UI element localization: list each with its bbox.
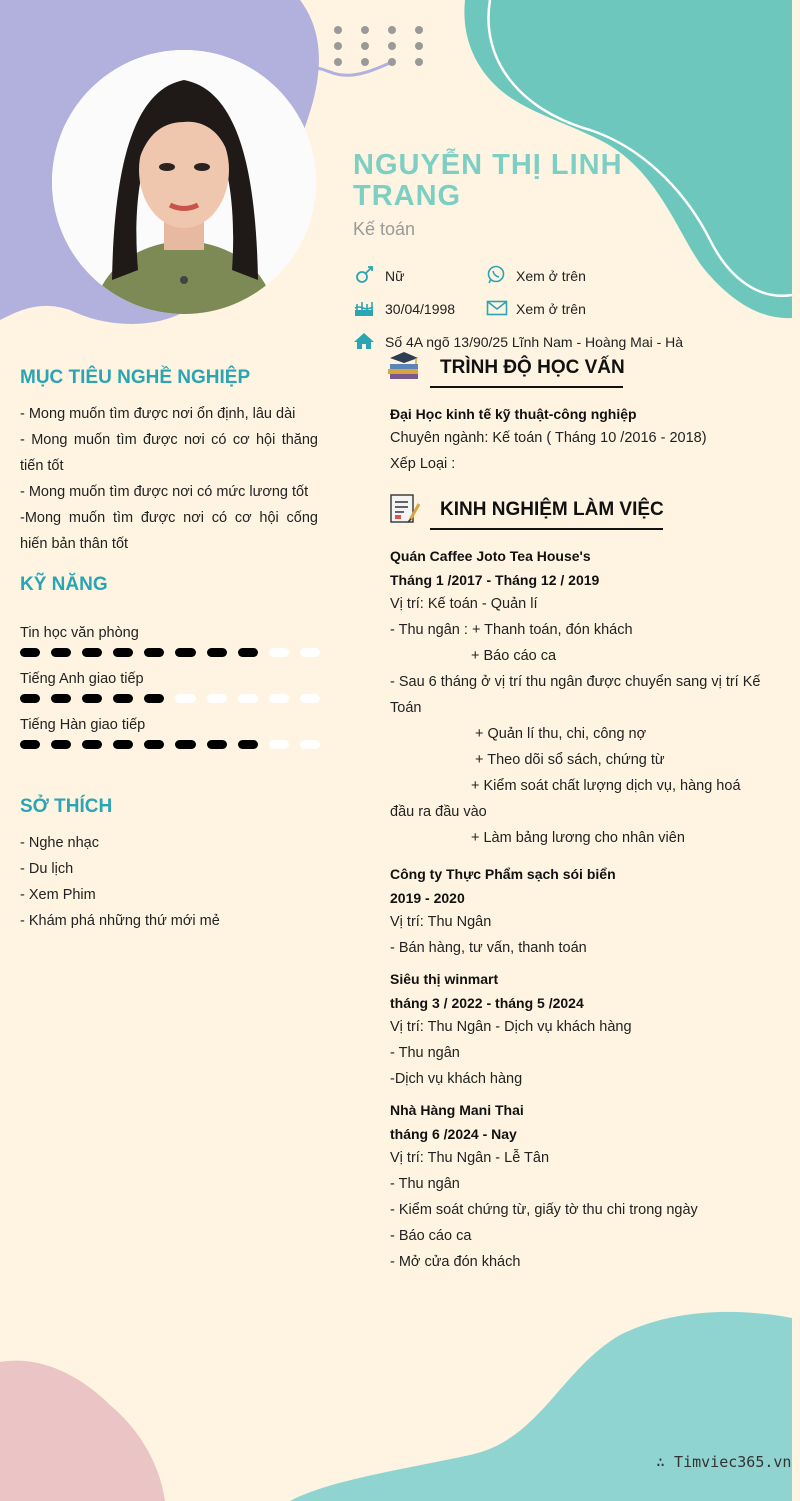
skill-segment — [300, 694, 320, 703]
skill-name: Tin học văn phòng — [20, 625, 139, 641]
skill-segment — [51, 648, 71, 657]
objective-line: - Mong muốn tìm được nơi có cơ hội thăng tiến tốt — [20, 432, 318, 474]
hobbies-list — [20, 830, 318, 934]
hobby-item: - Xem Phim — [20, 887, 96, 903]
skill-segment — [175, 740, 195, 749]
experience-underline — [430, 528, 663, 530]
skill-segment — [82, 694, 102, 703]
education-title: TRÌNH ĐỘ HỌC VẤN — [440, 357, 625, 378]
job-detail: Vị trí: Thu Ngân - Lễ Tân — [390, 1150, 550, 1166]
skill-segment — [144, 694, 164, 703]
skill-segment — [300, 740, 320, 749]
books-graduation-icon — [386, 350, 422, 387]
job-detail: - Thu ngân — [390, 1176, 460, 1192]
job-detail: - Thu ngân : + Thanh toán, đón khách — [390, 622, 633, 638]
skill-segment — [144, 740, 164, 749]
school-name: Đại Học kinh tế kỹ thuật-công nghiệp — [390, 406, 637, 422]
objective-line: -Mong muốn tìm được nơi có cơ hội cống hiến bản thân tốt — [20, 510, 318, 552]
job-detail: Vị trí: Thu Ngân - Dịch vụ khách hàng — [390, 1019, 632, 1035]
pink-blob — [0, 1361, 165, 1501]
company-name: Siêu thị winmart — [390, 971, 499, 987]
skill-segment — [238, 694, 258, 703]
skill-segment — [144, 648, 164, 657]
education-rank: Xếp Loại : — [390, 456, 456, 472]
job-detail: + Kiểm soát chất lượng dịch vụ, hàng hoá — [471, 778, 741, 794]
job-period: Tháng 1 /2017 - Tháng 12 / 2019 — [390, 572, 600, 588]
company-name: Nhà Hàng Mani Thai — [390, 1102, 524, 1118]
job-detail: - Báo cáo ca — [390, 1228, 472, 1244]
skill-segment — [51, 694, 71, 703]
job-detail: đầu ra đầu vào — [390, 804, 487, 820]
job-detail: Toán — [390, 700, 422, 716]
hobby-item: - Khám phá những thứ mới mẻ — [20, 913, 220, 929]
skill-name: Tiếng Anh giao tiếp — [20, 671, 144, 687]
skill-segment — [238, 648, 258, 657]
job-period: tháng 3 / 2022 - tháng 5 /2024 — [390, 995, 584, 1011]
skill-segment — [113, 694, 133, 703]
skill-segment — [82, 740, 102, 749]
avatar — [52, 50, 316, 314]
mail-icon — [486, 298, 508, 318]
cake-icon — [353, 298, 375, 318]
skill-segment — [175, 648, 195, 657]
job-detail: Vị trí: Thu Ngân — [390, 914, 492, 930]
teal-bottom-blob — [290, 1312, 792, 1501]
skill-bar — [20, 740, 320, 750]
hobbies-title: SỞ THÍCH — [20, 796, 113, 817]
full-name: NGUYỄN THỊ LINH TRANG — [353, 149, 623, 212]
company-name: Công ty Thực Phẩm sạch sói biển — [390, 866, 616, 882]
objective-list — [20, 401, 318, 557]
skill-segment — [20, 740, 40, 749]
document-clipboard-icon — [388, 492, 422, 529]
skill-segment — [207, 648, 227, 657]
skill-segment — [269, 740, 289, 749]
objective-line: - Mong muốn tìm được nơi có mức lương tốt — [20, 484, 309, 500]
job-detail: + Quản lí thu, chi, công nợ — [475, 726, 647, 742]
skill-segment — [238, 740, 258, 749]
home-icon — [353, 331, 375, 351]
skill-segment — [113, 648, 133, 657]
objective-title: MỤC TIÊU NGHỀ NGHIỆP — [20, 367, 251, 388]
job-detail: Vị trí: Kế toán - Quản lí — [390, 596, 538, 612]
job-detail: - Kiểm soát chứng từ, giấy tờ thu chi trong ngày — [390, 1202, 698, 1218]
skill-segment — [175, 694, 195, 703]
hobby-item: - Nghe nhạc — [20, 835, 99, 851]
dot-grid — [334, 26, 423, 66]
whatsapp-icon — [486, 265, 508, 285]
phone-text: Xem ở trên — [516, 268, 586, 284]
gender-icon — [354, 265, 376, 285]
skill-segment — [207, 740, 227, 749]
job-detail: + Báo cáo ca — [471, 648, 557, 664]
objective-line: - Mong muốn tìm được nơi ổn định, lâu dài — [20, 406, 296, 422]
skills-title: KỸ NĂNG — [20, 574, 108, 595]
job-detail: - Bán hàng, tư vấn, thanh toán — [390, 940, 587, 956]
skill-segment — [113, 740, 133, 749]
watermark: ∴ Timviec365.vn — [656, 1453, 792, 1471]
job-title: Kế toán — [353, 219, 416, 239]
job-detail: -Dịch vụ khách hàng — [390, 1071, 523, 1087]
job-detail: + Làm bảng lương cho nhân viên — [471, 830, 685, 846]
job-period: tháng 6 /2024 - Nay — [390, 1126, 517, 1142]
education-underline — [430, 386, 623, 388]
job-period: 2019 - 2020 — [390, 890, 465, 906]
gender-text: Nữ — [385, 268, 405, 284]
education-major: Chuyên ngành: Kế toán ( Tháng 10 /2016 - 2018) — [390, 430, 707, 446]
job-detail: - Sau 6 tháng ở vị trí thu ngân được chuyển sang vị trí Kế — [390, 674, 761, 690]
skill-segment — [51, 740, 71, 749]
skill-bar — [20, 694, 320, 704]
email-text: Xem ở trên — [516, 301, 586, 317]
skill-segment — [207, 694, 227, 703]
experience-title: KINH NGHIỆM LÀM VIỆC — [440, 499, 664, 520]
skill-name: Tiếng Hàn giao tiếp — [20, 717, 146, 733]
skill-bar — [20, 648, 320, 658]
skill-segment — [269, 694, 289, 703]
job-detail: + Theo dõi sổ sách, chứng từ — [475, 752, 665, 768]
job-detail: - Mở cửa đón khách — [390, 1254, 521, 1270]
skill-segment — [20, 648, 40, 657]
job-detail: - Thu ngân — [390, 1045, 460, 1061]
skill-segment — [82, 648, 102, 657]
profile-photo — [52, 50, 316, 314]
address-text: Số 4A ngõ 13/90/25 Lĩnh Nam - Hoàng Mai - Hà — [385, 334, 684, 350]
company-name: Quán Caffee Joto Tea House's — [390, 548, 591, 564]
birthday-text: 30/04/1998 — [385, 301, 456, 317]
skill-segment — [300, 648, 320, 657]
skill-segment — [269, 648, 289, 657]
hobby-item: - Du lịch — [20, 861, 74, 877]
skill-segment — [20, 694, 40, 703]
